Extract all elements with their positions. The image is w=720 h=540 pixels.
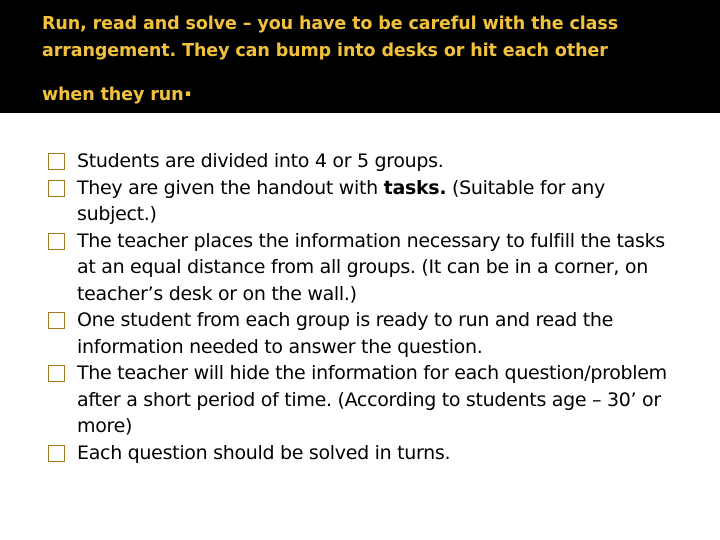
bullet-item-handout (48, 175, 678, 228)
bullet-item-teacher-hides (48, 360, 678, 440)
title-line-3-wrap (42, 74, 682, 109)
bullet-item-one-student (48, 307, 678, 360)
title-line-2: arrangement. They can bump into desks or hit each other (42, 41, 608, 61)
bullet-text: One student from each group is ready to run and read the information needed to answer the question. (77, 309, 614, 358)
bullet-item-teacher-places (48, 228, 678, 308)
bullet-text-before: They are given the handout with (77, 176, 384, 199)
bullet-text: Students are divided into 4 or 5 groups. (77, 150, 444, 172)
square-bullet-icon (48, 153, 65, 170)
bullet-text-after: (Suitable for any subject.) (77, 176, 605, 225)
title-line-1: Run, read and solve – you have to be careful with the class (42, 14, 619, 34)
square-bullet-icon (48, 445, 65, 462)
bullet-text: Each question should be solved in turns. (77, 441, 451, 464)
bullet-item-turns (48, 440, 678, 467)
bullet-text-bold: tasks. (383, 176, 447, 199)
square-bullet-icon (48, 233, 65, 250)
title-line-3: when they run (42, 85, 184, 105)
bullet-item-groups (48, 148, 678, 175)
square-bullet-icon (48, 312, 65, 329)
square-bullet-icon (48, 365, 65, 382)
bullet-text: The teacher places the information necessary to fulfill the tasks at an equal distance from all groups. (It can be in a corner, on teacher’s desk or on the wall.) (77, 229, 665, 305)
bullet-text: The teacher will hide the information for each question/problem after a short period of time. (According to students age – 30’ or more) (77, 362, 667, 437)
title-period: . (183, 74, 193, 102)
slide-title (42, 11, 682, 109)
title-bar (0, 0, 720, 113)
bullet-list (48, 148, 678, 466)
square-bullet-icon (48, 180, 65, 197)
